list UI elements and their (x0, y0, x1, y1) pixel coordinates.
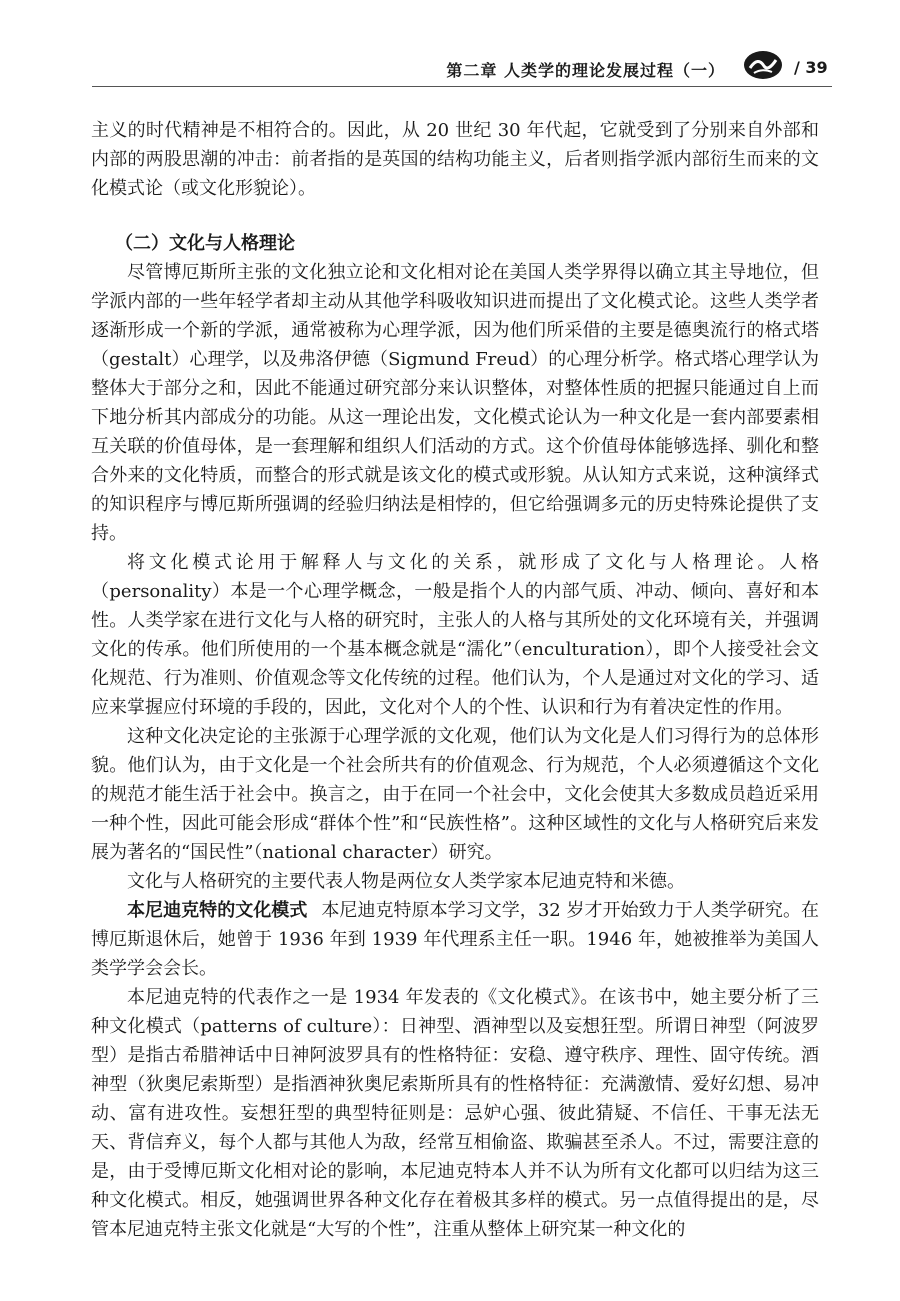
page-body (91, 116, 819, 1244)
paragraph: 尽管博厄斯所主张的文化独立论和文化相对论在美国人类学界得以确立其主导地位，但学派内部的一些年轻学者却主动从其他学科吸收知识进而提出了文化模式论。这些人类学者逐渐形成一个新的学派，通常被称为心理学派，因为他们所采借的主要是德奥流行的格式塔（gestalt）心理学，以及弗洛伊德（Sigmund Freud）的心理分析学。格式塔心理学认为整体大于部分之和，因此不能通过研究部分来认识整体，对整体性质的把握只能通过自上而下地分析其内部成分的功能。从这一理论出发，文化模式论认为一种文化是一套内部要素相互关联的价值母体，是一套理解和组织人们活动的方式。这个价值母体能够选择、驯化和整合外来的文化特质，而整合的形式就是该文化的模式或形貌。从认知方式来说，这种演绎式的知识程序与博厄斯所强调的经验归纳法是相悖的，但它给强调多元的历史特殊论提供了支持。 (91, 262, 819, 544)
paragraph: 这种文化决定论的主张源于心理学派的文化观，他们认为文化是人们习得行为的总体形貌。他们认为，由于文化是一个社会所共有的价值观念、行为规范，个人必须遵循这个文化的规范才能生活于社会中。换言之，由于在同一个社会中，文化会使其大多数成员趋近采用一种个性，因此可能会形成“群体个性”和“民族性格”。这种区域性的文化与人格研究后来发展为著名的“国民性”（national character）研究。 (91, 726, 819, 863)
paragraph-with-runin-heading (91, 896, 819, 983)
paragraph-continued: 主义的时代精神是不相符合的。因此，从 20 世纪 30 年代起，它就受到了分别来自外部和内部的两股思潮的冲击：前者指的是英国的结构功能主义，后者则指学派内部衍生而来的文化模式论（或文化形貌论）。 (91, 120, 819, 199)
paragraph: 将文化模式论用于解释人与文化的关系，就形成了文化与人格理论。人格（personality）本是一个心理学概念，一般是指个人的内部气质、冲动、倾向、喜好和本性。人类学家在进行文化与人格的研究时，主张人的人格与其所处的文化环境有关，并强调文化的传承。他们所使用的一个基本概念就是“濡化”（enculturation），即个人接受社会文化规范、行为准则、价值观念等文化传统的过程。他们认为，个人是通过对文化的学习、适应来掌握应付环境的手段的，因此，文化对个人的个性、认识和行为有着决定性的作用。 (91, 552, 819, 718)
chapter-title: 第二章 人类学的理论发展过程（一） (446, 61, 725, 80)
section-heading: （二）文化与人格理论 (115, 233, 295, 254)
header-divider (92, 86, 832, 87)
publisher-logo-icon (742, 48, 784, 82)
paragraph-text: 本尼迪克特原本学习文学，32 岁才开始致力于人类学研究。在博厄斯退休后，她曾于 1936 年到 1939 年代理系主任一职。1946 年，她被推举为美国人类学学会会长。 (91, 900, 820, 979)
page-number: / 39 (794, 58, 828, 77)
runin-heading: 本尼迪克特的文化模式 (127, 900, 308, 921)
paragraph: 文化与人格研究的主要代表人物是两位女人类学家本尼迪克特和米德。 (127, 871, 685, 892)
running-header (0, 48, 900, 88)
paragraph: 本尼迪克特的代表作之一是 1934 年发表的《文化模式》。在该书中，她主要分析了三种文化模式（patterns of culture）：日神型、酒神型以及妄想狂型。所谓日神型（阿波罗型）是指古希腊神话中日神阿波罗具有的性格特征：安稳、遵守秩序、理性、固守传统。酒神型（狄奥尼索斯型）是指酒神狄奥尼索斯所具有的性格特征：充满激情、爱好幻想、易冲动、富有进攻性。妄想狂型的典型特征则是：忌妒心强、彼此猜疑、不信任、干事无法无天、背信弃义，每个人都与其他人为敌，经常互相偷盗、欺骗甚至杀人。不过，需要注意的是，由于受博厄斯文化相对论的影响，本尼迪克特本人并不认为所有文化都可以归结为这三种文化模式。相反，她强调世界各种文化存在着极其多样的模式。另一点值得提出的是，尽管本尼迪克特主张文化就是“大写的个性”，注重从整体上研究某一种文化的 (91, 987, 819, 1240)
